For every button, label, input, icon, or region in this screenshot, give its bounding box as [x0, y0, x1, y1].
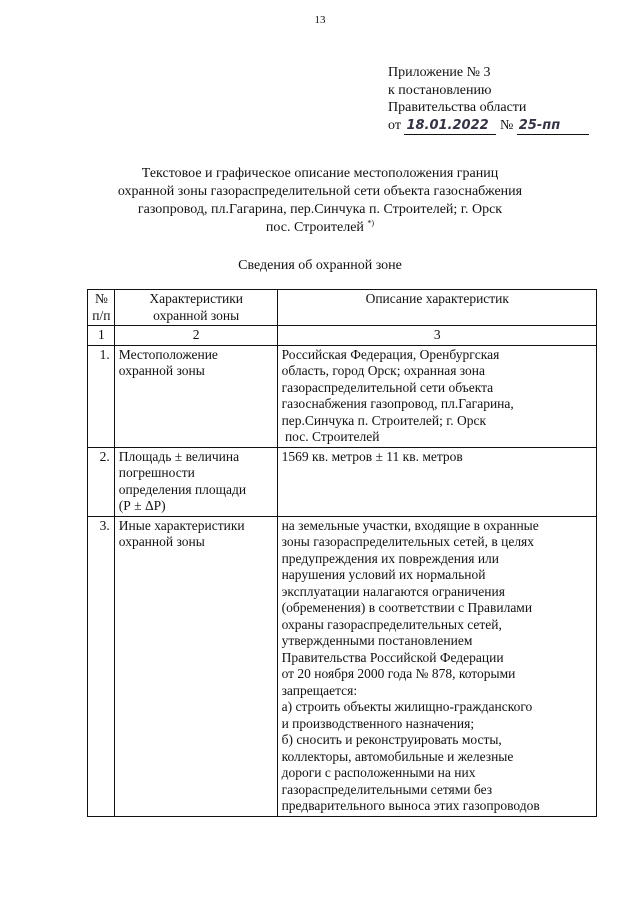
- table-row: [88, 447, 597, 516]
- header-line: №: [94, 291, 108, 306]
- cell-line: нарушения условий их нормальной: [281, 567, 486, 582]
- title-line: Текстовое и графическое описание местоположения границ: [141, 166, 499, 181]
- cell-line: пос. Строителей: [281, 429, 380, 444]
- cell-line: газораспределительными сетями без: [281, 781, 493, 797]
- header-number: [88, 290, 115, 326]
- index-cell: 3: [277, 326, 596, 346]
- header-line: охранной зоны: [153, 307, 240, 323]
- cell-line: запрещается:: [281, 682, 358, 698]
- cell-line: (обременения) в соответствии с Правилами: [281, 600, 533, 615]
- cell-line: Площадь ± величина: [118, 448, 240, 464]
- cell-line: а) строить объекты жилищно-гражданского: [281, 699, 533, 714]
- cell-line: коллекторы, автомобильные и железные: [281, 748, 514, 764]
- cell-line: газоснабжения газопровод, пл.Гагарина,: [281, 396, 514, 411]
- cell-line: Правительства Российской Федерации: [281, 649, 504, 665]
- section-subtitle: Сведения об охранной зоне: [238, 258, 402, 273]
- cell-line: Российская Федерация, Оренбургская: [281, 346, 500, 362]
- header-line: п/п: [92, 307, 111, 323]
- appendix-line-2: к постановлению: [388, 82, 492, 98]
- appendix-line-1: Приложение № 3: [388, 65, 491, 80]
- table-header-row: [88, 290, 597, 326]
- cell-line: охраны газораспределительных сетей,: [281, 616, 502, 632]
- cell-line: б) сносить и реконструировать мосты,: [281, 732, 502, 747]
- header-line: Описание характеристик: [365, 291, 509, 306]
- cell-line: (Р ± ΔР): [118, 498, 166, 513]
- row-description: [277, 345, 596, 447]
- footnote-mark: *): [367, 218, 375, 228]
- handwritten-date: 18.01.2022: [404, 117, 496, 136]
- row-number: 3.: [88, 516, 115, 816]
- title-line: газопровод, пл.Гагарина, пер.Синчука п. Строителей; г. Орск: [137, 202, 503, 217]
- row-description: [277, 447, 596, 516]
- date-prefix: от: [388, 117, 401, 133]
- cell-line: погрешности: [118, 465, 195, 480]
- index-cell: 1: [88, 326, 115, 346]
- row-description: [277, 516, 596, 816]
- cell-line: эксплуатации налагаются ограничения: [281, 583, 505, 599]
- cell-line: предварительного выноса этих газопроводов: [281, 798, 540, 813]
- cell-line: и производственного назначения;: [281, 715, 475, 731]
- row-characteristic: [114, 447, 277, 516]
- table-row: [88, 516, 597, 816]
- page-number: 13: [314, 14, 326, 26]
- cell-line: пер.Синчука п. Строителей; г. Орск: [281, 412, 487, 428]
- document-title: [60, 165, 580, 237]
- appendix-block: [388, 64, 628, 135]
- appendix-line-3: Правительства области: [388, 100, 527, 115]
- cell-line: Местоположение: [118, 346, 218, 362]
- zone-info-table: [87, 289, 597, 817]
- cell-line: Иные характеристики: [118, 517, 245, 533]
- row-number: 2.: [88, 447, 115, 516]
- handwritten-number: 25-пп: [517, 117, 589, 136]
- number-prefix: №: [499, 117, 514, 133]
- title-line: [60, 219, 580, 237]
- cell-line: утвержденными постановлением: [281, 633, 473, 648]
- cell-line: определения площади: [118, 481, 247, 497]
- appendix-date-line: [388, 117, 628, 136]
- header-characteristic: [114, 290, 277, 326]
- cell-line: от 20 ноября 2000 года № 878, которыми: [281, 666, 516, 681]
- header-line: Характеристики: [149, 291, 243, 306]
- row-characteristic: [114, 345, 277, 447]
- cell-line: дороги с расположенными на них: [281, 765, 476, 780]
- cell-line: предупреждения их повреждения или: [281, 550, 500, 566]
- cell-line: 1569 кв. метров ± 11 кв. метров: [281, 448, 463, 464]
- title-line-text: пос. Строителей: [265, 220, 364, 235]
- table-index-row: [88, 326, 597, 346]
- cell-line: газораспределительной сети объекта: [281, 379, 494, 395]
- cell-line: область, город Орск; охранная зона: [281, 363, 486, 378]
- header-description: [277, 290, 596, 326]
- row-number: 1.: [88, 345, 115, 447]
- table-row: [88, 345, 597, 447]
- index-cell: 2: [114, 326, 277, 346]
- cell-line: охранной зоны: [118, 363, 205, 378]
- cell-line: охранной зоны: [118, 534, 205, 549]
- cell-line: на земельные участки, входящие в охранные: [281, 517, 539, 533]
- title-line: охранной зоны газораспределительной сети объекта газоснабжения: [117, 184, 523, 199]
- cell-line: зоны газораспределительных сетей, в целях: [281, 534, 535, 549]
- row-characteristic: [114, 516, 277, 816]
